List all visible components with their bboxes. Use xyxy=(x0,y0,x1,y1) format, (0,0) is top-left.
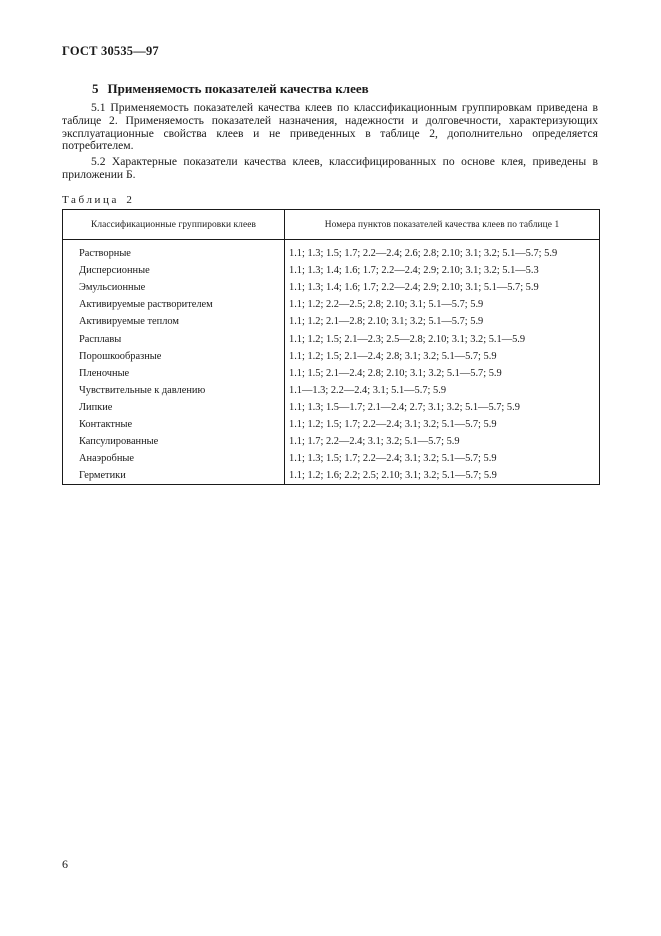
indicator-numbers-cell: 1.1; 1.3; 1.4; 1.6; 1.7; 2.2—2.4; 2.9; 2.10; 3.1; 5.1—5.7; 5.9 xyxy=(285,279,600,296)
table-caption-label: Таблица xyxy=(62,194,119,206)
section-title: Применяемость показателей качества клеев xyxy=(107,81,369,96)
indicator-numbers-cell: 1.1; 1.2; 1.6; 2.2; 2.5; 2.10; 3.1; 3.2; 5.1—5.7; 5.9 xyxy=(285,467,600,485)
page-number: 6 xyxy=(62,857,68,871)
paragraph-text: 5.2 Характерные показатели качества клеев, классифицированных по основе клея, приведены в приложении Б. xyxy=(62,155,598,181)
indicator-numbers-cell: 1.1; 1.5; 2.1—2.4; 2.8; 2.10; 3.1; 3.2; 5.1—5.7; 5.9 xyxy=(285,365,600,382)
table-row xyxy=(63,365,600,382)
indicator-numbers-cell: 1.1; 1.3; 1.5—1.7; 2.1—2.4; 2.7; 3.1; 3.2; 5.1—5.7; 5.9 xyxy=(285,399,600,416)
indicator-numbers-cell: 1.1; 1.2; 1.5; 2.1—2.4; 2.8; 3.1; 3.2; 5.1—5.7; 5.9 xyxy=(285,348,600,365)
document-code: ГОСТ 30535—97 xyxy=(62,44,159,58)
group-name-cell: Анаэробные xyxy=(63,450,285,467)
table-caption-number: 2 xyxy=(126,194,132,206)
paragraph-text: 5.1 Применяемость показателей качества клеев по классификационным группировкам приведена в таблице 2. Применяемость показателей назначения, надежности и долговечности, характеризующих эксплуатационные свойства клеев и не приведенных в таблице 2, дополнительно определяется потребителем. xyxy=(62,101,598,153)
table-row xyxy=(63,330,600,347)
table-row xyxy=(63,245,600,262)
table-caption xyxy=(62,194,132,206)
group-name-cell: Активируемые растворителем xyxy=(63,296,285,313)
table-row xyxy=(63,348,600,365)
indicator-numbers-cell: 1.1; 1.2; 2.1—2.8; 2.10; 3.1; 3.2; 5.1—5.7; 5.9 xyxy=(285,313,600,330)
indicator-numbers-cell: 1.1; 1.2; 1.5; 2.1—2.3; 2.5—2.8; 2.10; 3.1; 3.2; 5.1—5.9 xyxy=(285,330,600,347)
section-heading xyxy=(92,81,369,97)
indicator-numbers-cell: 1.1; 1.2; 2.2—2.5; 2.8; 2.10; 3.1; 5.1—5.7; 5.9 xyxy=(285,296,600,313)
table-row xyxy=(63,433,600,450)
group-name-cell: Пленочные xyxy=(63,365,285,382)
indicator-numbers-cell: 1.1—1.3; 2.2—2.4; 3.1; 5.1—5.7; 5.9 xyxy=(285,382,600,399)
indicator-numbers-cell: 1.1; 1.3; 1.5; 1.7; 2.2—2.4; 2.6; 2.8; 2.10; 3.1; 3.2; 5.1—5.7; 5.9 xyxy=(285,245,600,262)
applicability-table xyxy=(62,209,600,485)
table-row xyxy=(63,450,600,467)
group-name-cell: Капсулированные xyxy=(63,433,285,450)
paragraph-5-2 xyxy=(62,156,598,182)
group-name-cell: Контактные xyxy=(63,416,285,433)
table-row xyxy=(63,313,600,330)
table-row xyxy=(63,416,600,433)
group-name-cell: Дисперсионные xyxy=(63,262,285,279)
group-name-cell: Растворные xyxy=(63,245,285,262)
indicator-numbers-cell: 1.1; 1.2; 1.5; 1.7; 2.2—2.4; 3.1; 3.2; 5.1—5.7; 5.9 xyxy=(285,416,600,433)
section-number: 5 xyxy=(92,81,99,96)
table-header-row xyxy=(63,210,600,240)
table-row xyxy=(63,399,600,416)
paragraph-5-1 xyxy=(62,102,598,153)
column-header-items: Номера пунктов показателей качества клеев по таблице 1 xyxy=(285,210,600,240)
indicator-numbers-cell: 1.1; 1.7; 2.2—2.4; 3.1; 3.2; 5.1—5.7; 5.9 xyxy=(285,433,600,450)
indicator-numbers-cell: 1.1; 1.3; 1.4; 1.6; 1.7; 2.2—2.4; 2.9; 2.10; 3.1; 3.2; 5.1—5.3 xyxy=(285,262,600,279)
group-name-cell: Чувствительные к давлению xyxy=(63,382,285,399)
table-row xyxy=(63,262,600,279)
column-header-group: Классификационные группировки клеев xyxy=(63,210,285,240)
table-row xyxy=(63,279,600,296)
table-row xyxy=(63,296,600,313)
group-name-cell: Активируемые теплом xyxy=(63,313,285,330)
table-row xyxy=(63,382,600,399)
group-name-cell: Липкие xyxy=(63,399,285,416)
table-row xyxy=(63,467,600,485)
group-name-cell: Эмульсионные xyxy=(63,279,285,296)
group-name-cell: Герметики xyxy=(63,467,285,485)
group-name-cell: Порошкообразные xyxy=(63,348,285,365)
table-body xyxy=(63,240,600,485)
indicator-numbers-cell: 1.1; 1.3; 1.5; 1.7; 2.2—2.4; 3.1; 3.2; 5.1—5.7; 5.9 xyxy=(285,450,600,467)
group-name-cell: Расплавы xyxy=(63,330,285,347)
